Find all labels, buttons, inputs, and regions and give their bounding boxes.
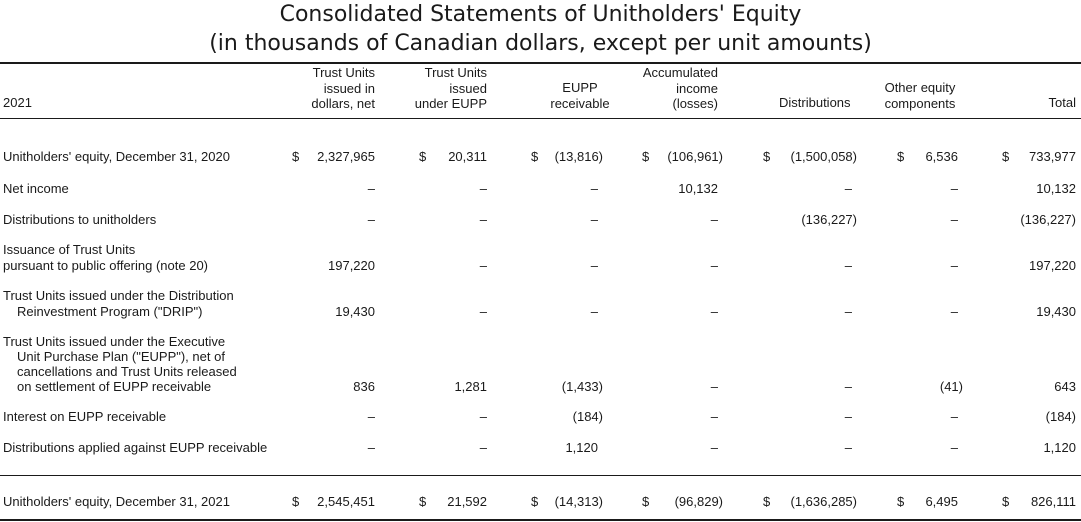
top-rule bbox=[0, 62, 1081, 64]
cell-value: – bbox=[844, 258, 852, 273]
row-label: Trust Units issued under the Distribution bbox=[3, 288, 234, 303]
currency-symbol: $ bbox=[642, 149, 650, 164]
currency-symbol: $ bbox=[531, 494, 539, 509]
currency-symbol: $ bbox=[292, 494, 300, 509]
col-header-other-equity bbox=[870, 80, 970, 111]
row-label: Unit Purchase Plan ("EUPP"), net of bbox=[17, 349, 225, 364]
cell-value: (184) bbox=[572, 409, 603, 424]
total-rule bbox=[0, 475, 1081, 476]
row-label: on settlement of EUPP receivable bbox=[17, 379, 212, 394]
cell-value: – bbox=[844, 379, 852, 394]
cell-value: – bbox=[950, 440, 958, 455]
col-header-line: under EUPP bbox=[414, 96, 487, 111]
row-label: Unitholders' equity, December 31, 2021 bbox=[3, 494, 230, 509]
col-header-line: receivable bbox=[550, 95, 610, 111]
col-header-trust-units-eupp bbox=[415, 65, 487, 112]
col-header-line: Accumulated bbox=[642, 65, 718, 80]
row-label: Unitholders' equity, December 31, 2020 bbox=[3, 149, 230, 164]
cell-value: 10,132 bbox=[1036, 181, 1076, 196]
cell-value: – bbox=[710, 212, 718, 227]
cell-value: 19,430 bbox=[335, 304, 375, 319]
cell-value: – bbox=[710, 440, 718, 455]
currency-symbol: $ bbox=[1002, 494, 1010, 509]
cell-value: – bbox=[844, 440, 852, 455]
currency-symbol: $ bbox=[763, 149, 771, 164]
cell-value: – bbox=[479, 304, 487, 319]
cell-value: – bbox=[590, 258, 598, 273]
cell-value: – bbox=[950, 181, 958, 196]
cell-value: 10,132 bbox=[678, 181, 718, 196]
cell-value: 836 bbox=[353, 379, 375, 394]
cell-value: – bbox=[844, 409, 852, 424]
bottom-rule bbox=[0, 519, 1081, 521]
cell-value: 1,120 bbox=[565, 440, 598, 455]
cell-value: – bbox=[367, 181, 375, 196]
row-label: Distributions applied against EUPP receivable bbox=[3, 440, 268, 455]
cell-value: (1,636,285) bbox=[790, 494, 857, 509]
cell-value: – bbox=[590, 181, 598, 196]
col-header-distributions bbox=[779, 95, 851, 111]
currency-symbol: $ bbox=[897, 149, 905, 164]
cell-value: (41) bbox=[939, 379, 963, 394]
row-label: Distributions to unitholders bbox=[3, 212, 157, 227]
col-header-line: EUPP bbox=[562, 80, 598, 95]
cell-value: – bbox=[950, 409, 958, 424]
col-header-line: income bbox=[676, 80, 718, 96]
col-header-line: issued bbox=[449, 80, 487, 96]
currency-symbol: $ bbox=[531, 149, 539, 164]
cell-value: (1,433) bbox=[561, 379, 603, 394]
row-label: Net income bbox=[3, 181, 69, 196]
header-rule bbox=[0, 118, 1081, 119]
currency-symbol: $ bbox=[642, 494, 650, 509]
currency-symbol: $ bbox=[897, 494, 905, 509]
cell-value: (1,500,058) bbox=[790, 149, 857, 164]
col-header-trust-units-dollars bbox=[311, 65, 375, 112]
cell-value: – bbox=[710, 258, 718, 273]
cell-value: – bbox=[590, 212, 598, 227]
cell-value: 197,220 bbox=[1029, 258, 1076, 273]
currency-symbol: $ bbox=[292, 149, 300, 164]
cell-value: – bbox=[479, 258, 487, 273]
currency-symbol: $ bbox=[1002, 149, 1010, 164]
row-label: cancellations and Trust Units released bbox=[17, 364, 237, 379]
cell-value: 826,111 bbox=[1030, 494, 1076, 509]
cell-value: – bbox=[710, 379, 718, 394]
cell-value: (96,829) bbox=[674, 494, 723, 509]
cell-value: – bbox=[479, 212, 487, 227]
col-header-total bbox=[1049, 95, 1076, 111]
cell-value: 20,311 bbox=[448, 149, 487, 164]
cell-value: – bbox=[710, 304, 718, 319]
statement-title: Consolidated Statements of Unitholders' Equity bbox=[279, 2, 802, 27]
cell-value: 1,281 bbox=[454, 379, 487, 394]
cell-value: – bbox=[590, 304, 598, 319]
year-label: 2021 bbox=[3, 95, 32, 110]
row-label: Reinvestment Program ("DRIP") bbox=[17, 304, 203, 319]
cell-value: – bbox=[367, 409, 375, 424]
cell-value: (184) bbox=[1045, 409, 1076, 424]
cell-value: 733,977 bbox=[1029, 149, 1076, 164]
col-header-line: issued in bbox=[323, 80, 375, 96]
cell-value: (136,227) bbox=[801, 212, 857, 227]
col-header-accumulated-income bbox=[643, 65, 718, 112]
col-header-line: Other equity bbox=[884, 80, 956, 95]
col-header-line: components bbox=[884, 95, 956, 111]
cell-value: – bbox=[479, 409, 487, 424]
cell-value: (136,227) bbox=[1020, 212, 1076, 227]
cell-value: – bbox=[367, 212, 375, 227]
cell-value: 19,430 bbox=[1036, 304, 1076, 319]
cell-value: 2,545,451 bbox=[317, 494, 375, 509]
row-label: Trust Units issued under the Executive bbox=[3, 334, 226, 349]
col-header-line: Distributions bbox=[779, 95, 851, 110]
cell-value: (106,961) bbox=[667, 149, 723, 164]
cell-value: 643 bbox=[1054, 379, 1076, 394]
col-header-eupp-receivable bbox=[530, 80, 630, 111]
cell-value: 1,120 bbox=[1043, 440, 1076, 455]
cell-value: – bbox=[844, 304, 852, 319]
col-header-line: (losses) bbox=[672, 96, 718, 111]
statement-subtitle: (in thousands of Canadian dollars, except per unit amounts) bbox=[209, 31, 872, 56]
row-label: pursuant to public offering (note 20) bbox=[3, 258, 209, 273]
cell-value: 2,327,965 bbox=[317, 149, 375, 164]
col-header-line: Trust Units bbox=[424, 65, 487, 80]
cell-value: 6,495 bbox=[925, 494, 958, 509]
currency-symbol: $ bbox=[419, 494, 427, 509]
cell-value: – bbox=[950, 212, 958, 227]
cell-value: (14,313) bbox=[554, 494, 603, 509]
cell-value: – bbox=[479, 181, 487, 196]
row-label: Interest on EUPP receivable bbox=[3, 409, 167, 424]
cell-value: – bbox=[367, 440, 375, 455]
cell-value: 6,536 bbox=[925, 149, 958, 164]
cell-value: – bbox=[479, 440, 487, 455]
cell-value: – bbox=[950, 258, 958, 273]
cell-value: – bbox=[710, 409, 718, 424]
currency-symbol: $ bbox=[419, 149, 427, 164]
cell-value: – bbox=[950, 304, 958, 319]
col-header-line: Trust Units bbox=[312, 65, 375, 80]
cell-value: – bbox=[844, 181, 852, 196]
col-header-line: dollars, net bbox=[311, 96, 375, 111]
cell-value: 21,592 bbox=[447, 494, 487, 509]
col-header-line: Total bbox=[1048, 95, 1076, 110]
currency-symbol: $ bbox=[763, 494, 771, 509]
row-label: Issuance of Trust Units bbox=[3, 242, 136, 257]
cell-value: (13,816) bbox=[554, 149, 603, 164]
cell-value: 197,220 bbox=[328, 258, 375, 273]
